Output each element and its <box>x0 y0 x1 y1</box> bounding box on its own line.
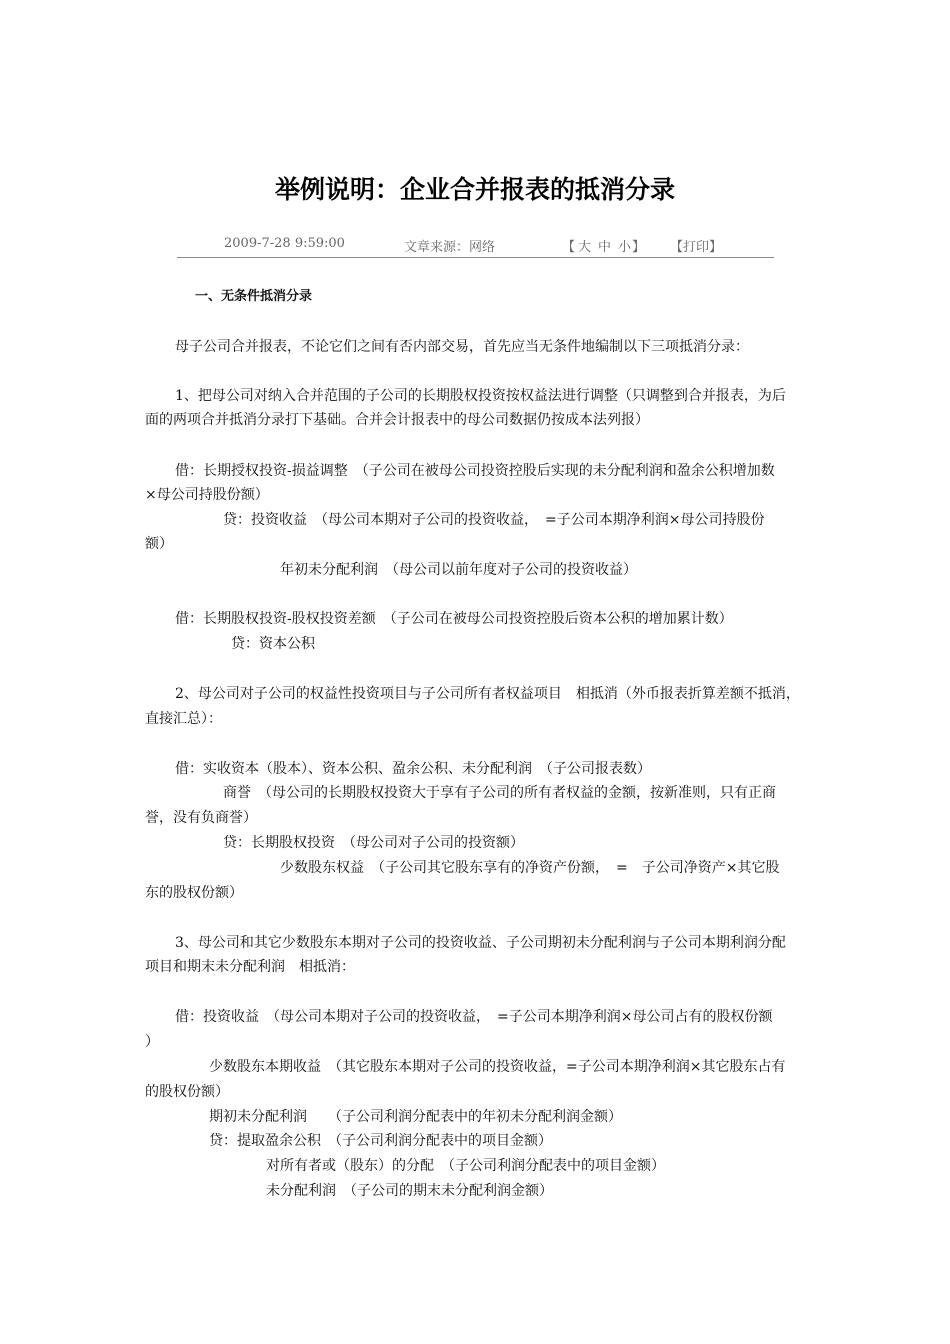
article-meta <box>0 236 950 258</box>
entry3-credit-line3: 东的股权份额） <box>145 885 243 901</box>
print-link[interactable]: 【打印】 <box>670 240 723 255</box>
item3-paragraph-line1: 3、母公司和其它少数股东本期对子公司的投资收益、子公司期初未分配利润与子公司本期利润分配 <box>175 935 786 951</box>
entry4-credit-line3: 未分配利润 （子公司的期末未分配利润金额） <box>266 1183 553 1199</box>
size-bracket-close: 】 <box>632 240 646 255</box>
entry3-debit-line1: 借：实收资本（股本）、资本公积、盈余公积、未分配利润 （子公司报表数） <box>175 761 651 777</box>
entry4-debit-line1: 借：投资收益 （母公司本期对子公司的投资收益， =子公司本期净利润×母公司占有的股权份额 <box>175 1009 773 1025</box>
font-size-medium-link[interactable]: 中 <box>598 240 612 255</box>
entry4-credit-line2: 对所有者或（股东）的分配 （子公司利润分配表中的项目金额） <box>266 1158 665 1174</box>
font-size-small-link[interactable]: 小 <box>618 240 632 255</box>
article-source: 文章来源：网络 <box>404 240 496 255</box>
entry4-debit-line4: 的股权份额） <box>145 1084 229 1100</box>
entry1-debit-line2: ×母公司持股份额） <box>145 487 269 503</box>
item2-paragraph-line2: 直接汇总）： <box>145 711 222 727</box>
entry1-credit-line2: 额） <box>145 536 173 552</box>
intro-paragraph: 母子公司合并报表，不论它们之间有否内部交易，首先应当无条件地编制以下三项抵消分录： <box>175 339 749 355</box>
entry2-credit: 贷：资本公积 <box>231 636 315 652</box>
publish-date: 2009-7-28 9:59:00 <box>224 236 345 251</box>
entry1-debit-line1: 借：长期授权投资-损益调整 （子公司在被母公司投资控股后实现的未分配利润和盈余公积增加数 <box>175 463 775 479</box>
entry3-credit-line1: 贷：长期股权投资 （母公司对子公司的投资额） <box>223 835 524 851</box>
entry4-debit-line5: 期初未分配利润 （子公司利润分配表中的年初未分配利润金额） <box>209 1109 622 1125</box>
page-title: 举例说明：企业合并报表的抵消分录 <box>274 175 675 204</box>
entry3-credit-line2: 少数股东权益 （子公司其它股东享有的净资产份额， = 子公司净资产×其它股 <box>280 860 780 876</box>
size-bracket-open: 【 <box>562 240 576 255</box>
item3-paragraph-line2: 项目和期末未分配利润 相抵消： <box>145 959 355 975</box>
entry2-debit: 借：长期股权投资-股权投资差额 （子公司在被母公司投资控股后资本公积的增加累计数） <box>175 611 733 627</box>
item2-paragraph-line1: 2、母公司对子公司的权益性投资项目与子公司所有者权益项目 相抵消（外币报表折算差额不抵消， <box>175 686 800 702</box>
section-heading: 一、无条件抵消分录 <box>195 289 313 304</box>
entry4-debit-line2: ） <box>145 1034 159 1050</box>
font-size-large-link[interactable]: 大 <box>578 240 592 255</box>
entry3-debit-line2: 商誉 （母公司的长期股权投资大于享有子公司的所有者权益的金额，按新准则，只有正商 <box>223 785 776 801</box>
entry1-credit-line1: 贷：投资收益 （母公司本期对子公司的投资收益， =子公司本期净利润×母公司持股份 <box>223 512 765 528</box>
item1-paragraph-line2: 面的两项合并抵消分录打下基础。合并会计报表中的母公司数据仍按成本法列报） <box>145 412 649 428</box>
item1-paragraph-line1: 1、把母公司对纳入合并范围的子公司的长期股权投资按权益法进行调整（只调整到合并报表，为后 <box>175 388 786 404</box>
entry4-debit-line3: 少数股东本期收益 （其它股东本期对子公司的投资收益，=子公司本期净利润×其它股东占有 <box>209 1059 786 1075</box>
entry1-credit-line3: 年初未分配利润 （母公司以前年度对子公司的投资收益） <box>280 562 637 578</box>
meta-divider <box>177 257 774 258</box>
entry4-credit-line1: 贷：提取盈余公积 （子公司利润分配表中的项目金额） <box>209 1133 552 1149</box>
entry3-debit-line3: 誉，没有负商誉） <box>145 810 257 826</box>
